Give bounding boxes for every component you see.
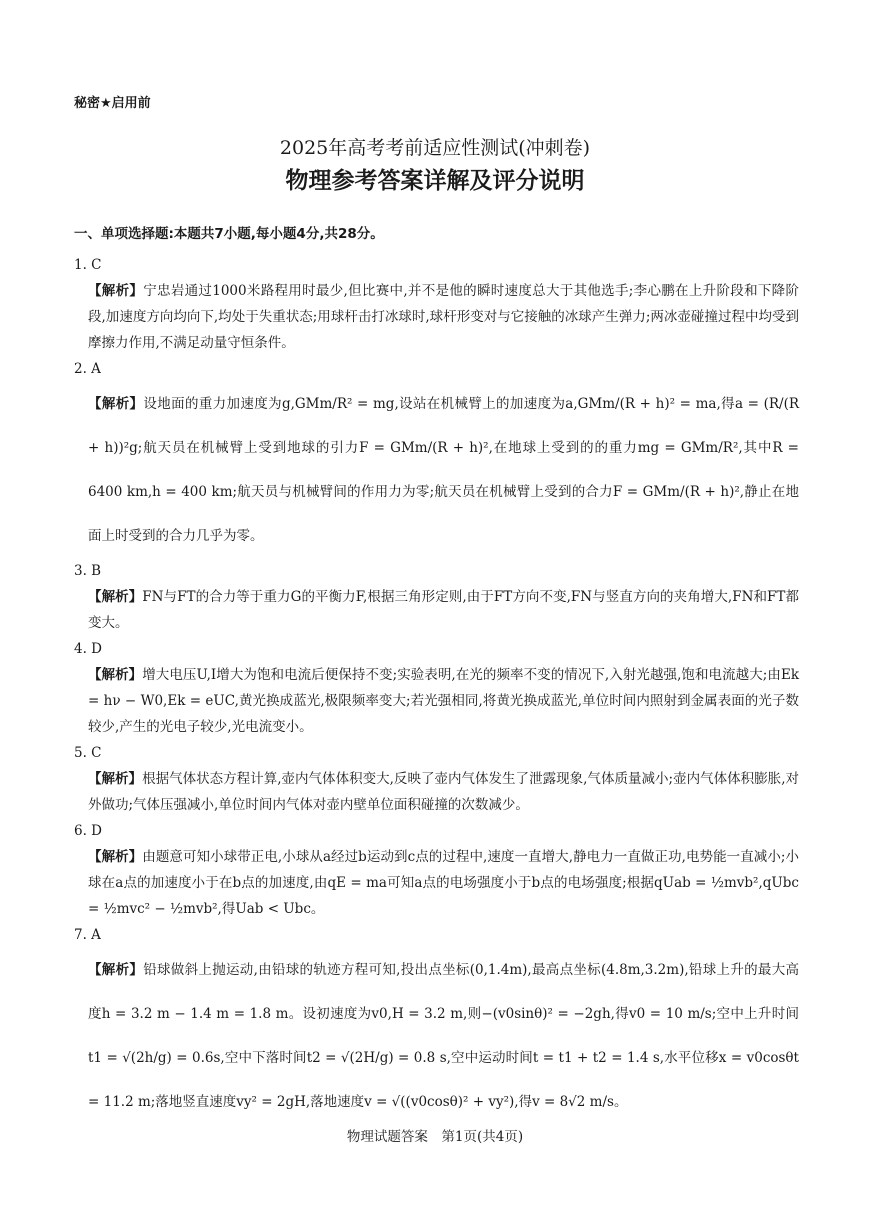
question-number: 6. D: [74, 823, 102, 839]
page-footer: 物理试题答案 第1页(共4页): [346, 1129, 524, 1145]
explanation-text: 增大电压U,I增大为饱和电流后便保持不变;实验表明,在光的频率不变的情况下,入射光越强,饱和电流越大;由Ek = hν − W0,Ek = eUC,黄光换成蓝光,极限频率变大;若光强相同,将黄光换成蓝光,单位时间内照射到金属表面的光子数较少,产生的光电子较少,光电流变小。: [88, 667, 799, 735]
explanation-tag: 【解析】: [88, 283, 144, 299]
question-1: [74, 252, 799, 356]
explanation-text: 设地面的重力加速度为g,GMm/R² = mg,设站在机械臂上的加速度为a,GMm/(R + h)² = ma,得a = (R/(R + h))²g;航天员在机械臂上受到地球的引力F = GMm/(R + h)²,在地球上受到的的重力mg = GMm/R²,其中R = 6400 km,h = 400 km;航天员与机械臂间的作用力为零;航天员在机械臂上受到的合力F = GMm/(R + h)²,静止在地面上时受到的合力几乎为零。: [88, 396, 800, 544]
question-5: [74, 740, 799, 818]
explanation-tag: 【解析】: [88, 771, 143, 787]
question-number: 4. D: [74, 641, 102, 657]
explanation: [74, 766, 799, 818]
document-title: 物理参考答案详解及评分说明: [285, 168, 585, 194]
question-2: [74, 356, 799, 558]
explanation-text: FN与FT的合力等于重力G的平衡力F,根据三角形定则,由于FT方向不变,FN与竖直方向的夹角增大,FN和FT都变大。: [88, 589, 799, 631]
answer-list: [74, 252, 799, 1124]
question-number: 1. C: [74, 257, 102, 273]
explanation-tag: 【解析】: [88, 962, 144, 978]
explanation-text: 宁忠岩通过1000米路程用时最少,但比赛中,并不是他的瞬时速度总大于其他选手;李心鹏在上升阶段和下降阶段,加速度方向均向下,均处于失重状态;用球杆击打冰球时,球杆形变对与它接触的冰球产生弹力;两冰壶碰撞过程中均受到摩擦力作用,不满足动量守恒条件。: [88, 283, 799, 351]
confidential-label: 秘密★启用前: [74, 96, 151, 111]
explanation-text: 根据气体状态方程计算,壶内气体体积变大,反映了壶内气体发生了泄露现象,气体质量减小;壶内气体体积膨胀,对外做功;气体压强减小,单位时间内气体对壶内壁单位面积碰撞的次数减少。: [88, 771, 799, 813]
question-7: [74, 922, 799, 1124]
explanation: [74, 382, 799, 558]
explanation-tag: 【解析】: [88, 396, 144, 412]
question-number: 5. C: [74, 745, 102, 761]
explanation-text: 铅球做斜上抛运动,由铅球的轨迹方程可知,投出点坐标(0,1.4m),最高点坐标(4.8m,3.2m),铅球上升的最大高度h = 3.2 m − 1.4 m = 1.8 m。设初速度为v0,H = 3.2 m,则−(v0sinθ)² = −2gh,得v0 = 10 m/s;空中上升时间t1 = √(2h/g) = 0.6s,空中下落时间t2 = √(2H/g) = 0.8 s,空中运动时间t = t1 + t2 = 1.4 s,水平位移x = v0cosθt = 11.2 m;落地竖直速度vy² = 2gH,落地速度v = √((v0cosθ)² + vy²),得v = 8√2 m/s。: [88, 962, 800, 1110]
explanation-text: 由题意可知小球带正电,小球从a经过b运动到c点的过程中,速度一直增大,静电力一直做正功,电势能一直减小;小球在a点的加速度小于在b点的加速度,由qE = ma可知a点的电场强度小于b点的电场强度;根据qUab = ½mvb²,qUbc = ½mvc² − ½mvb²,得Uab < Ubc。: [88, 849, 800, 917]
question-number: 7. A: [74, 927, 101, 943]
question-number: 3. B: [74, 563, 102, 579]
exam-title: 2025年高考考前适应性测试(冲刺卷): [279, 137, 591, 159]
explanation: [74, 662, 799, 740]
explanation-tag: 【解析】: [88, 849, 143, 865]
question-4: [74, 636, 799, 740]
question-number: 2. A: [74, 361, 101, 377]
explanation: [74, 584, 799, 636]
explanation: [74, 278, 799, 356]
explanation-tag: 【解析】: [88, 667, 143, 683]
question-3: [74, 558, 799, 636]
question-6: [74, 818, 799, 922]
explanation-tag: 【解析】: [88, 589, 143, 605]
section-heading: 一、单项选择题:本题共7小题,每小题4分,共28分。: [74, 226, 384, 242]
explanation: [74, 844, 799, 922]
explanation: [74, 948, 799, 1124]
